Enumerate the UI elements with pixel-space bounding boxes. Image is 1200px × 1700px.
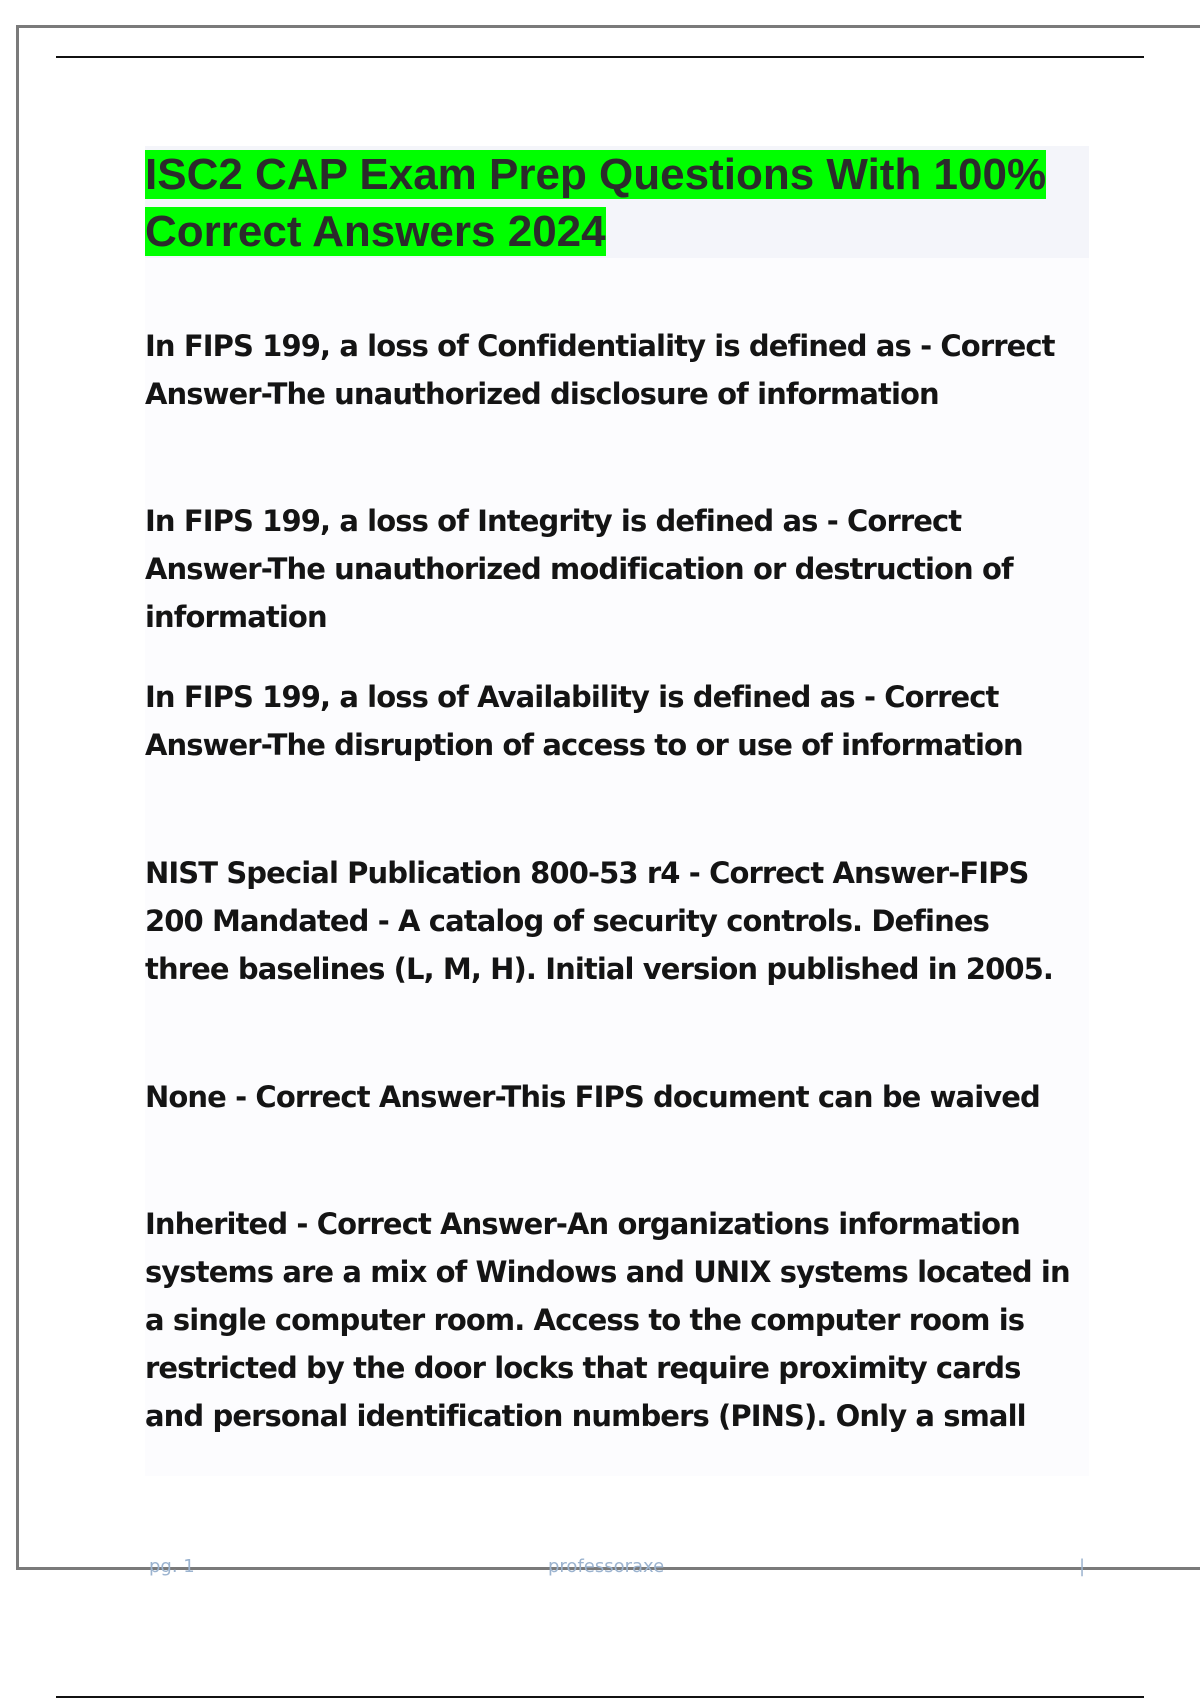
page-footer bbox=[145, 1556, 1089, 1586]
qa-item-inherited: Inherited - Correct Answer-An organizations information systems are a mix of Windows and UNIX systems located in a single computer room. Access to the computer room is restricted by the door locks that require proximity cards and personal identification numbers (PINS). Only a small bbox=[145, 1207, 1070, 1433]
footer-page-number: pg. 1 bbox=[149, 1556, 195, 1577]
bottom-divider bbox=[56, 1696, 1144, 1698]
qa-item-availability: In FIPS 199, a loss of Availability is defined as - Correct Answer-The disruption of access to or use of information bbox=[145, 680, 1023, 762]
qa-item-integrity: In FIPS 199, a loss of Integrity is defined as - Correct Answer-The unauthorized modification or destruction of information bbox=[145, 504, 1013, 634]
footer-author: professoraxe bbox=[548, 1556, 665, 1577]
document-title bbox=[145, 146, 1065, 260]
footer-right-mark: | bbox=[1079, 1556, 1086, 1577]
qa-item-confidentiality: In FIPS 199, a loss of Confidentiality is defined as - Correct Answer-The unauthorized disclosure of information bbox=[145, 329, 1055, 411]
title-highlight: ISC2 CAP Exam Prep Questions With 100% Correct Answers 2024 bbox=[145, 150, 1047, 256]
qa-item-sp-800-53: NIST Special Publication 800-53 r4 - Correct Answer-FIPS 200 Mandated - A catalog of security controls. Defines three baselines (L, M, H). Initial version published in 2005. bbox=[145, 856, 1054, 986]
top-divider bbox=[56, 56, 1144, 58]
qa-item-fips-waived: None - Correct Answer-This FIPS document can be waived bbox=[145, 1080, 1040, 1114]
